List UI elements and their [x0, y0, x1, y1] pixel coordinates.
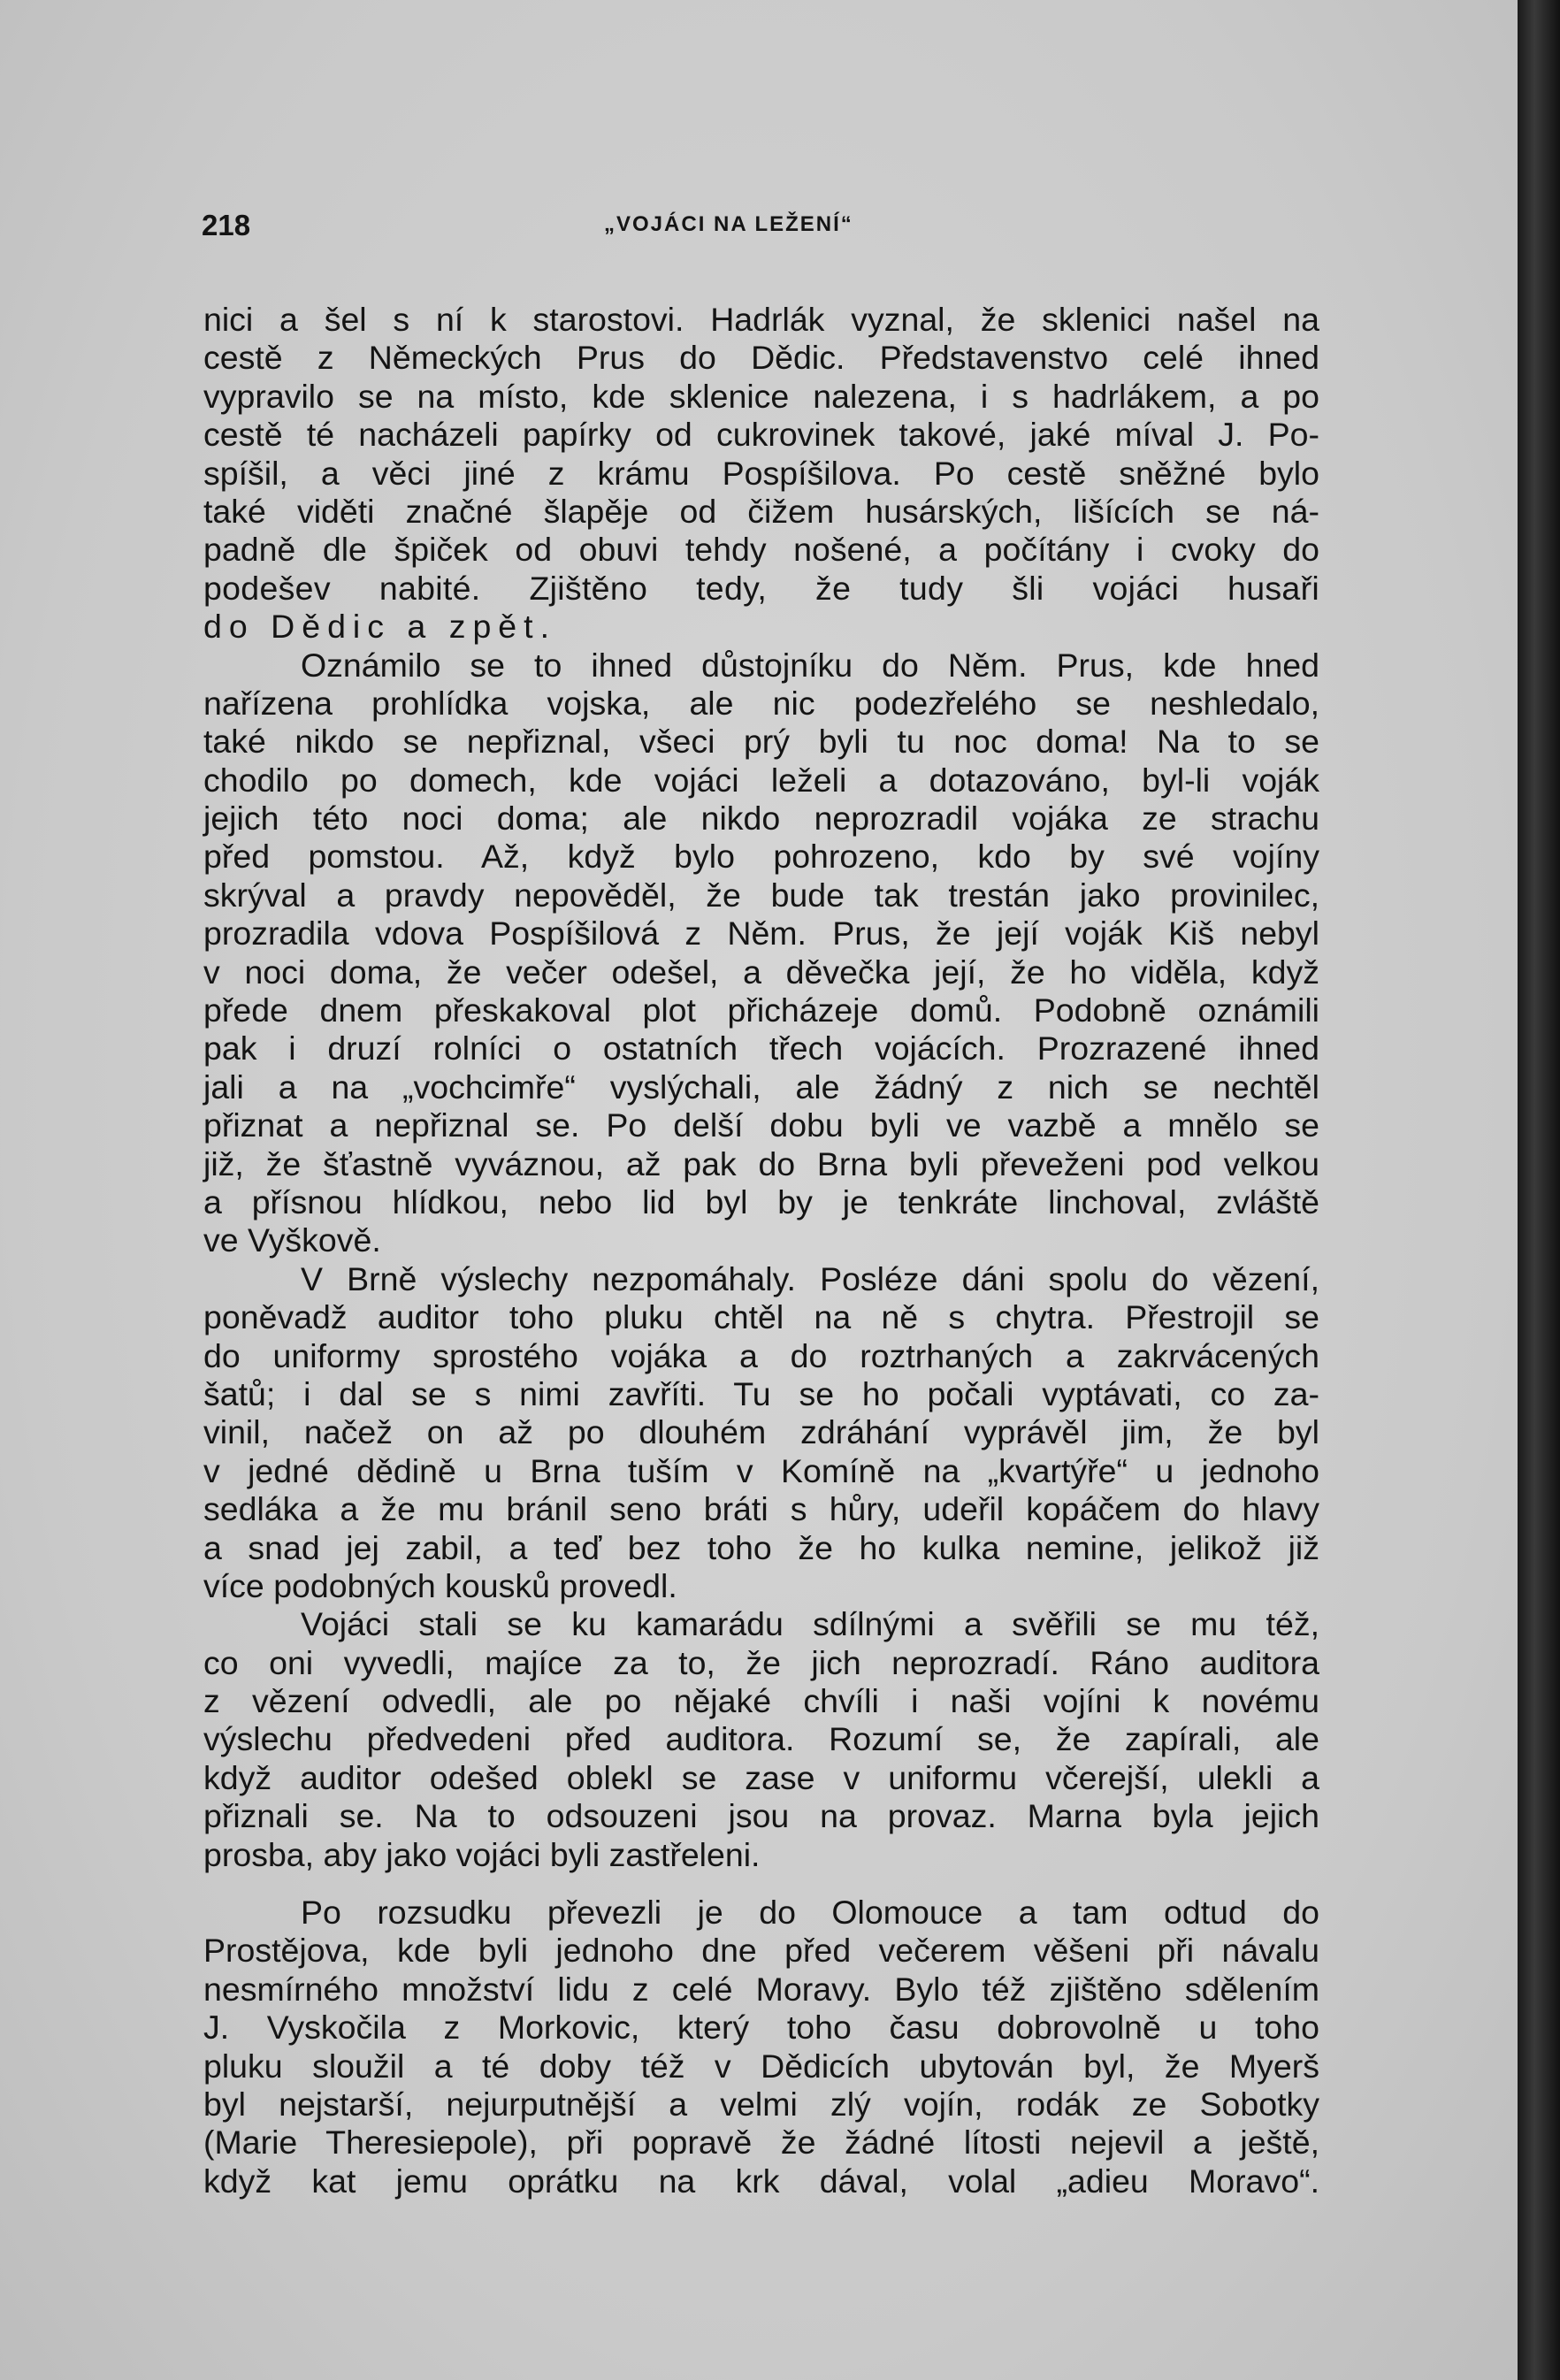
text-line: výslechu předvedeni před auditora. Rozumí se, že zapírali, ale — [203, 1720, 1319, 1758]
text-line: více podobných kousků provedl. — [203, 1566, 677, 1604]
text-line: podešev nabité. Zjištěno tedy, že tudy šli vojáci husaři — [203, 569, 1319, 607]
paragraph-4 — [203, 1605, 1319, 1874]
text-line: cestě z Německých Prus do Dědic. Představenstvo celé ihned — [203, 339, 1319, 377]
text-line: prozradila vdova Pospíšilová z Něm. Prus, že její voják Kiš nebyl — [203, 915, 1319, 953]
text-line: nařízena prohlídka vojska, ale nic podezřelého se neshledalo, — [203, 684, 1319, 722]
text-line: chodilo po domech, kde vojáci leželi a dotazováno, byl-li voják — [203, 761, 1319, 799]
text-line: v noci doma, že večer odešel, a děvečka její, že ho viděla, když — [203, 953, 1319, 991]
text-line: pluku sloužil a té doby též v Dědicích ubytován byl, že Myerš — [203, 2047, 1319, 2085]
text-line: pak i druzí rolníci o ostatních třech vojácích. Prozrazené ihned — [203, 1029, 1319, 1068]
text-line: prosba, aby jako vojáci byli zastřeleni. — [203, 1835, 761, 1873]
page-header — [202, 209, 927, 262]
text-line: Po rozsudku převezli je do Olomouce a tam odtud do — [301, 1894, 1319, 1932]
paragraph-1 — [203, 301, 1319, 647]
text-line: (Marie Theresiepole), při popravě že žádné lítosti nejevil a ještě, — [203, 2124, 1319, 2162]
paragraph-2 — [203, 647, 1319, 1260]
text-line: jejich této noci doma; ale nikdo neprozradil vojáka ze strachu — [203, 800, 1319, 838]
text-line: také viděti značné šlapěje od čižem husárských, lišících se ná- — [203, 492, 1319, 530]
text-line: nesmírného množství lidu z celé Moravy. Bylo též zjištěno sdělením — [203, 1970, 1319, 2008]
text-line: do uniformy sprostého vojáka a do roztrhaných a zakrvácených — [203, 1336, 1319, 1374]
text-line: v jedné dědině u Brna tuším v Komíně na „kvartýře“ u jednoho — [203, 1451, 1319, 1489]
text-line: poněvadž auditor toho pluku chtěl na ně s chytra. Přestrojil se — [203, 1298, 1319, 1336]
text-line: V Brně výslechy nezpomáhaly. Posléze dáni spolu do vězení, — [301, 1259, 1319, 1297]
text-line: z vězení odvedli, ale po nějaké chvíli i naši vojíni k novému — [203, 1682, 1319, 1720]
text-line: také nikdo se nepřiznal, všeci prý byli tu noc doma! Na to se — [203, 723, 1319, 761]
text-line: když auditor odešed oblekl se zase v uniformu včerejší, ulekli a — [203, 1758, 1319, 1796]
text-line: skrýval a pravdy nepověděl, že bude tak trestán jako provinilec, — [203, 876, 1319, 914]
text-line: sedláka a že mu bránil seno bráti s hůry, udeřil kopáčem do hlavy — [203, 1490, 1319, 1528]
text-line: co oni vyvedli, majíce za to, že jich neprozradí. Ráno auditora — [203, 1643, 1319, 1681]
text-line: Oznámilo se to ihned důstojníku do Něm. Prus, kde hned — [301, 646, 1319, 684]
body-text — [203, 301, 1319, 2200]
page-number: 218 — [202, 209, 251, 241]
text-line: padně dle špiček od obuvi tehdy nošené, a počítány i cvoky do — [203, 531, 1319, 569]
text-line: jali a na „vochcimře“ vyslýchali, ale žádný z nich se nechtěl — [203, 1068, 1319, 1106]
text-line: spíšil, a věci jiné z krámu Pospíšilova. Po cestě sněžné bylo — [203, 454, 1319, 492]
text-line: a snad jej zabil, a teď bez toho že ho kulka nemine, jelikož již — [203, 1528, 1319, 1566]
text-line: již, že šťastně vyváznou, až pak do Brna byli převeženi pod velkou — [203, 1144, 1319, 1182]
text-line: když kat jemu oprátku na krk dával, volal „adieu Moravo“. — [203, 2162, 1319, 2200]
text-line: nici a šel s ní k starostovi. Hadrlák vyznal, že sklenici našel na — [203, 301, 1319, 338]
text-line: Vojáci stali se ku kamarádu sdílnými a svěřili se mu též, — [301, 1605, 1319, 1643]
text-line: vypravilo se na místo, kde sklenice nalezena, i s hadrlákem, a po — [203, 377, 1319, 415]
text-line: přede dnem přeskakoval plot přicházeje domů. Podobně oznámili — [203, 991, 1319, 1029]
text-line: přiznali se. Na to odsouzeni jsou na provaz. Marna byla jejich — [203, 1797, 1319, 1835]
paragraph-3 — [203, 1260, 1319, 1606]
text-line: J. Vyskočila z Morkovic, který toho času dobrovolně u toho — [203, 2009, 1319, 2047]
paragraph-5 — [203, 1894, 1319, 2200]
text-line: Prostějova, kde byli jednoho dne před večerem věšeni při návalu — [203, 1932, 1319, 1970]
text-line: byl nejstarší, nejurputnější a velmi zlý vojín, rodák ze Sobotky — [203, 2085, 1319, 2123]
running-title: „VOJÁCI NA LEŽENÍ“ — [604, 212, 853, 236]
scan-edge — [1518, 0, 1560, 2380]
text-line: a přísnou hlídkou, nebo lid byl by je tenkráte linchoval, zvláště — [203, 1182, 1319, 1221]
text-line: do Dědic a zpět. — [203, 608, 556, 646]
text-line: přiznat a nepřiznal se. Po delší dobu byli ve vazbě a mnělo se — [203, 1106, 1319, 1144]
text-line: vinil, načež on až po dlouhém zdráhání vyprávěl jim, že byl — [203, 1413, 1319, 1451]
text-line: ve Vyškově. — [203, 1221, 381, 1259]
text-line: před pomstou. Až, když bylo pohrozeno, kdo by své vojíny — [203, 838, 1319, 876]
text-line: cestě té nacházeli papírky od cukrovinek takové, jaké míval J. Po- — [203, 416, 1319, 454]
text-line: šatů; i dal se s nimi zavříti. Tu se ho počali vyptávati, co za- — [203, 1374, 1319, 1412]
